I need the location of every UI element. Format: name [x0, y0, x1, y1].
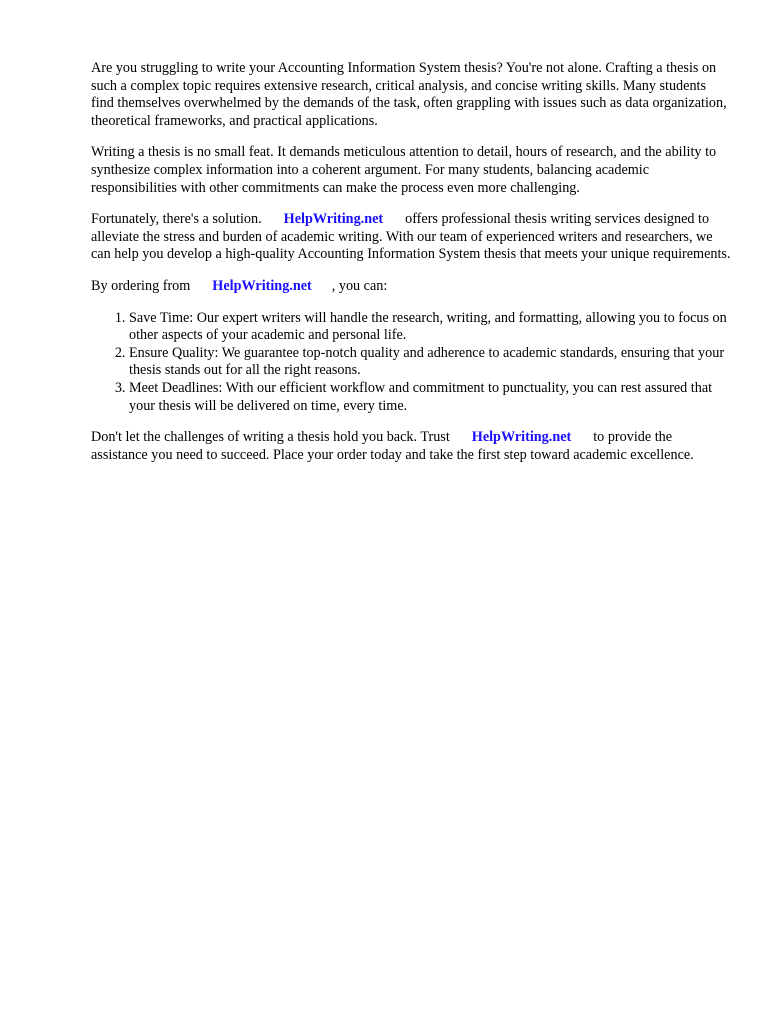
closing-paragraph	[91, 429, 731, 464]
solution-paragraph	[91, 211, 731, 264]
ordering-text-before: By ordering from	[91, 277, 191, 294]
list-item: 2. Ensure Quality: We guarantee top-notch quality and adherence to academic standards, ensuring that your thesis stands out for all the right reasons.	[129, 345, 731, 380]
helpwriting-link-3[interactable]: HelpWriting.net	[471, 429, 572, 446]
intro-paragraph: Are you struggling to write your Accounting Information System thesis? You're not alone. Crafting a thesis on such a complex topic requires extensive research, critical analysis, and concise writing skills. Many students find themselves overwhelmed by the demands of the task, often grappling with issues such as data organization, theoretical frameworks, and practical applications.	[91, 60, 727, 129]
list-item: 1. Save Time: Our expert writers will handle the research, writing, and formatting, allowing you to focus on other aspects of your academic and personal life.	[129, 310, 731, 345]
helpwriting-link-2[interactable]: HelpWriting.net	[212, 277, 312, 294]
challenge-paragraph: Writing a thesis is no small feat. It demands meticulous attention to detail, hours of research, and the ability to synthesize complex information into a coherent argument. For many students, balancing academic responsibilities with other commitments can make the process even more challenging.	[91, 144, 717, 196]
solution-text-before: Fortunately, there's a solution.	[91, 211, 262, 228]
benefits-list	[91, 310, 731, 416]
list-item: 3. Meet Deadlines: With our efficient workflow and commitment to punctuality, you can rest assured that your thesis will be delivered on time, every time.	[129, 380, 731, 415]
solution-text-after: offers professional thesis writing services designed to alleviate the stress and burden of academic writing. With our team of experienced writers and researchers, we can help you develop a high-quality Accounting Information System thesis that meets your unique requirements.	[91, 211, 731, 263]
ordering-text-after: , you can:	[331, 277, 388, 294]
document-page	[91, 60, 731, 478]
helpwriting-link-1[interactable]: HelpWriting.net	[283, 211, 384, 228]
ordering-paragraph	[91, 278, 731, 296]
closing-text-before: Don't let the challenges of writing a thesis hold you back. Trust	[91, 429, 450, 446]
closing-text-after: to provide the assistance you need to succeed. Place your order today and take the first step toward academic excellence.	[91, 429, 694, 463]
